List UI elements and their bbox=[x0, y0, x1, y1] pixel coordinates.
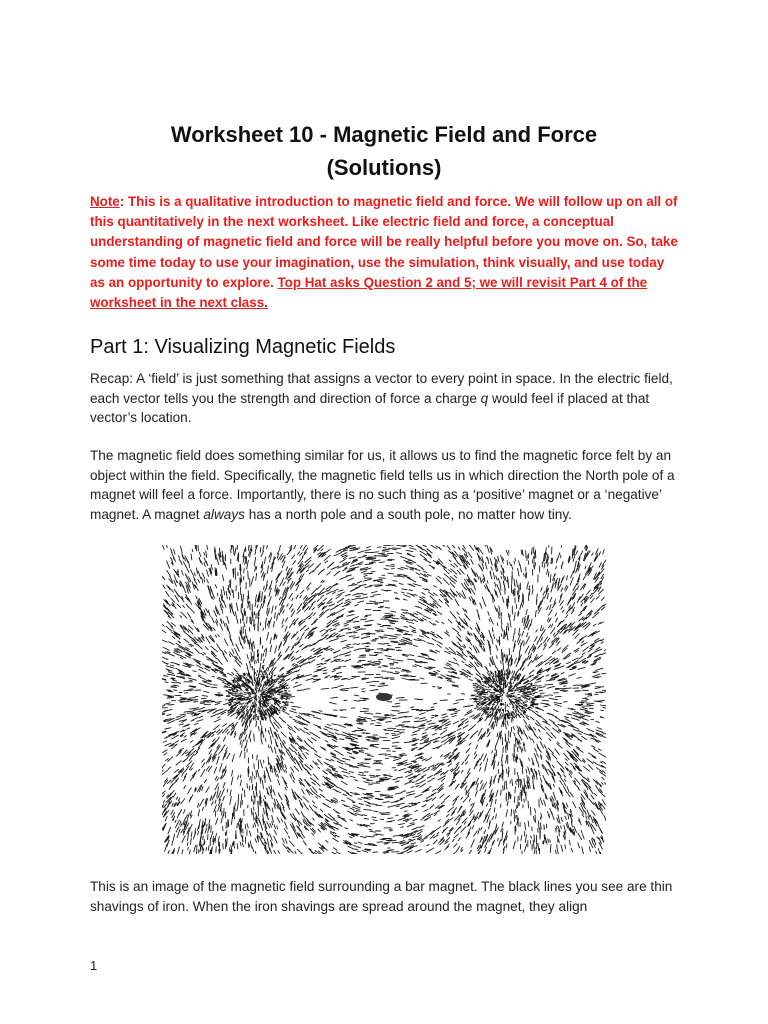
para2-text-end: has a north pole and a south pole, no matter how tiny. bbox=[244, 506, 572, 522]
page-number: 1 bbox=[90, 958, 98, 973]
magnetic-field-paragraph bbox=[90, 446, 684, 524]
bar-magnet-iron-filings-figure bbox=[162, 545, 606, 854]
note-colon: : bbox=[119, 194, 125, 209]
worksheet-title bbox=[90, 118, 678, 184]
para2-emphasis: always bbox=[203, 506, 245, 522]
center-marking bbox=[376, 693, 392, 701]
part1-heading: Part 1: Visualizing Magnetic Fields bbox=[90, 336, 396, 358]
note-body: This is a qualitative introduction to magnetic field and force. We will follow up on all of this quantitatively in the next worksheet. Like electric field and force, a conceptual understanding of magnetic field and force will be really helpful before you move on. So, take some time today to use your imagination, use the simulation, think visually, and use today as an opportunity to explore. bbox=[90, 194, 678, 290]
recap-paragraph bbox=[90, 369, 684, 428]
recap-text-start: Recap: A ‘field’ is just something that assigns a vector to every point in space. In the electric field, each vector tells you the strength and direction of force a charge bbox=[90, 371, 673, 406]
figure-description-paragraph: This is an image of the magnetic field surrounding a bar magnet. The black lines you see are thin shavings of iron. When the iron shavings are spread around the magnet, they align bbox=[90, 879, 673, 914]
note-paragraph bbox=[90, 192, 682, 313]
recap-text-end: would feel if placed at that vector’s location. bbox=[90, 390, 650, 426]
title-line-1: Worksheet 10 - Magnetic Field and Force bbox=[170, 122, 598, 147]
title-line-2: (Solutions) bbox=[326, 155, 442, 180]
north-pole-label: N bbox=[258, 692, 268, 707]
note-label: Note bbox=[90, 194, 120, 209]
note-underlined-tail: Top Hat asks Question 2 and 5; we will revisit Part 4 of the worksheet in the next class. bbox=[90, 274, 648, 311]
recap-variable-q: q bbox=[480, 390, 489, 406]
south-pole-label: S bbox=[494, 692, 501, 707]
iron-filings-image bbox=[162, 545, 606, 854]
para2-text-start: The magnetic field does something similar for us, it allows us to find the magnetic force felt by an object within the field. Specifically, the magnetic field tells us in which direction the North pole of a magnet will feel a force. Importantly, there is no such thing as a ‘positive’ magnet or a ‘negative’ magnet. A magnet bbox=[90, 448, 675, 522]
